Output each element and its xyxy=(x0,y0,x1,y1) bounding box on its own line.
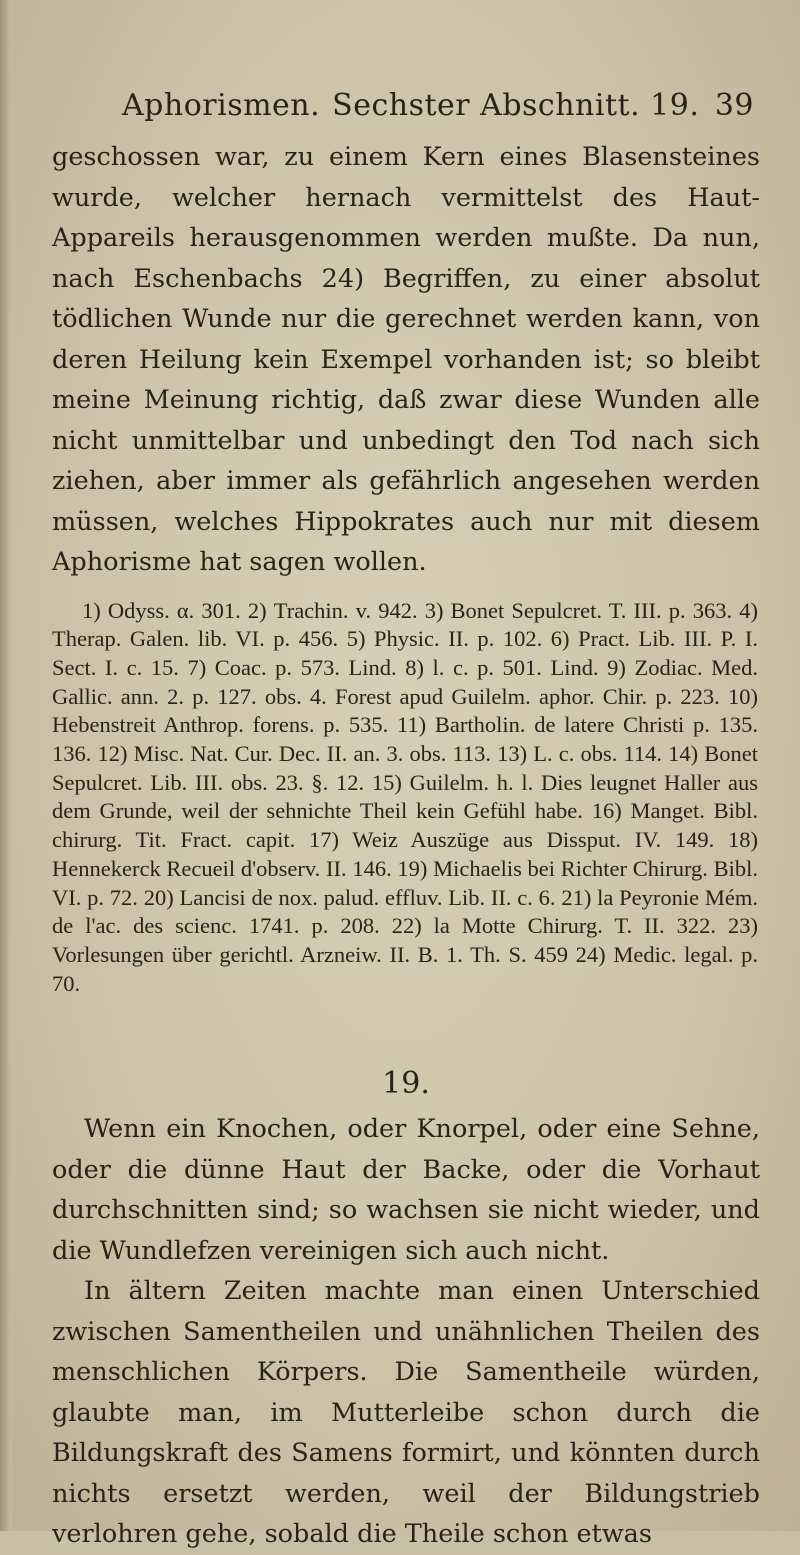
commentary-paragraph: In ältern Zeiten machte man einen Unterschied zwischen Samentheilen und unähnlichen Theilen des menschlichen Körpers. Die Samentheile würden, glaubte man, im Mutterleibe schon durch die Bildungskraft des Samens formirt, und könnten durch nichts ersetzt werden, weil der Bildungstrieb verlohren gehe, sobald die Theile schon etwas xyxy=(52,1276,760,1550)
footnotes-text: 1) Odyss. α. 301. 2) Trachin. v. 942. 3) Bonet Sepulcret. T. III. p. 363. 4) Therap. Galen. lib. VI. p. 456. 5) Physic. II. p. 102. 6) Pract. Lib. III. P. I. Sect. I. c. 15. 7) Coac. p. 573. Lind. 8) l. c. p. 501. Lind. 9) Zodiac. Med. Gallic. ann. 2. p. 127. obs. 4. Forest apud Guilelm. aphor. Chir. p. 223. 10) Hebenstreit Anthrop. forens. p. 535. 11) Bartholin. de latere Christi p. 135. 136. 12) Misc. Nat. Cur. Dec. II. an. 3. obs. 113. 13) L. c. obs. 114. 14) Bonet Sepulcret. Lib. III. obs. 23. §. 12. 15) Guilelm. h. l. Dies leugnet Haller aus dem Grunde, weil der sehnichte Theil kein Gefühl habe. 16) Manget. Bibl. chirurg. Tit. Fract. capit. 17) Weiz Auszüge aus Dissput. IV. 149. 18) Hennekerck Recueil d'observ. II. 146. 19) Michaelis bei Richter Chirurg. Bibl. VI. p. 72. 20) Lancisi de nox. palud. effluv. Lib. II. c. 6. 21) la Peyronie Mém. de l'ac. des scienc. 1741. p. 208. 22) la Motte Chirurg. T. II. 322. 23) Vorlesungen über gerichtl. Arzneiw. II. B. 1. Th. S. 459 24) Medic. legal. p. 70. xyxy=(52,597,758,996)
book-spine-shadow xyxy=(0,0,14,1531)
running-title: Aphorismen. xyxy=(122,88,321,123)
running-header xyxy=(122,88,760,123)
main-text xyxy=(52,137,760,583)
page-number: 39 xyxy=(714,88,754,123)
running-section: Sechster Abschnitt. 19. xyxy=(332,88,700,123)
paragraph-continued: geschossen war, zu einem Kern eines Blasensteines wurde, welcher hernach vermittelst des Haut-Appareils herausgenommen werden mußte. Da nun, nach Eschenbachs 24) Begriffen, zu einer absolut tödlichen Wunde nur die gerechnet werden kann, von deren Heilung kein Exempel vorhanden ist; so bleibt meine Meinung richtig, daß zwar diese Wunden alle nicht unmittelbar und unbedingt den Tod nach sich ziehen, aber immer als gefährlich angesehen werden müssen, welches Hippokrates auch nur mit diesem Aphorisme hat sagen wollen. xyxy=(52,142,760,577)
aphorism-paragraph: Wenn ein Knochen, oder Knorpel, oder eine Sehne, oder die dünne Haut der Backe, oder die Vorhaut durchschnitten sind; so wachsen sie nicht wieder, und die Wundlefzen vereinigen sich auch nicht. xyxy=(52,1114,760,1266)
aphorism-text xyxy=(52,1109,760,1555)
section-number: 19. xyxy=(382,1066,430,1102)
footnotes-block xyxy=(52,597,760,999)
